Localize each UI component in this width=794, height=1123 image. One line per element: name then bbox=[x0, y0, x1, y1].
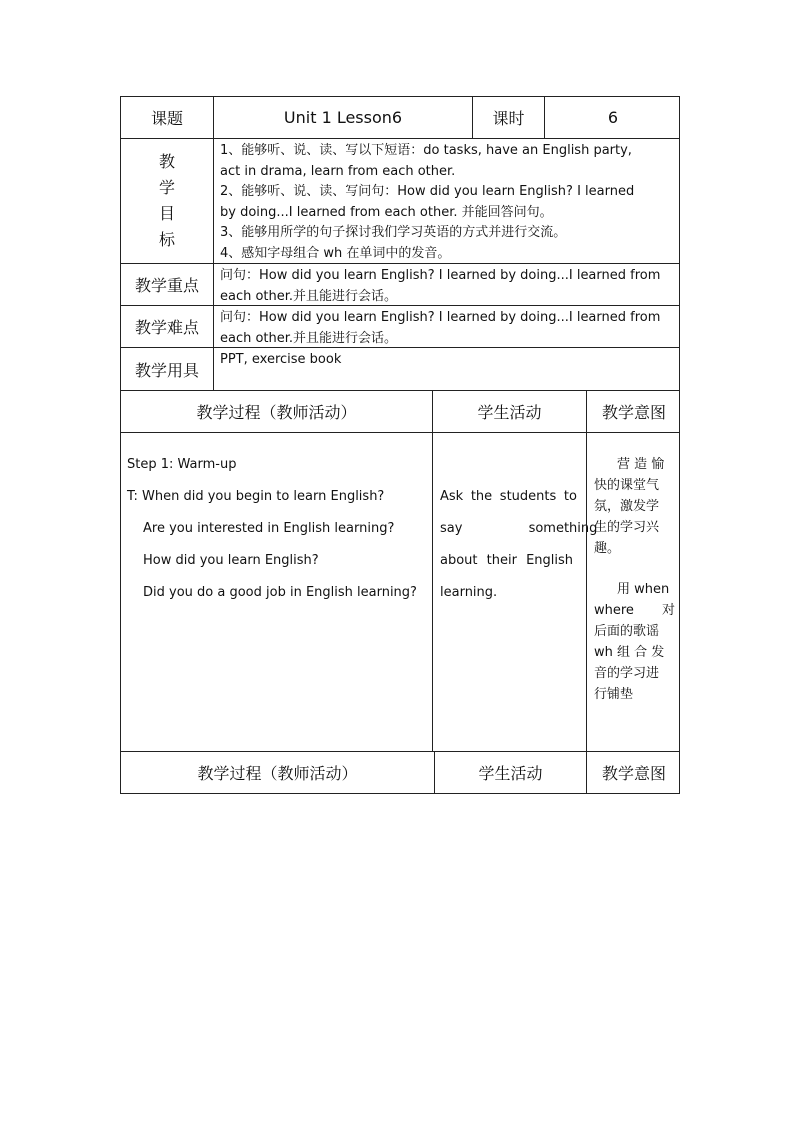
intent-line: wh 组 合 发 bbox=[594, 645, 665, 660]
difficulties-label: 教学难点 bbox=[134, 318, 199, 337]
objective-line: act in drama, learn from each other. bbox=[220, 163, 456, 179]
materials-row bbox=[120, 347, 680, 391]
objectives-label-char: 标 bbox=[158, 230, 175, 249]
intent-line: where 对 bbox=[594, 603, 676, 618]
periods-value: 6 bbox=[544, 97, 681, 138]
process-header-row bbox=[120, 390, 680, 433]
process-footer-row bbox=[120, 751, 680, 794]
objectives-label bbox=[121, 139, 213, 263]
process-student-header: 学生活动 bbox=[432, 391, 586, 432]
objectives-label-char: 目 bbox=[158, 204, 175, 223]
step1-title: Step 1: Warm-up bbox=[127, 457, 237, 472]
intent-line: 营 造 愉 bbox=[617, 457, 665, 472]
difficulties-row bbox=[120, 305, 680, 348]
difficulties-line: 问句：How did you learn English? I learned by doing...I learned from bbox=[220, 310, 661, 325]
student-line: Ask the students to bbox=[440, 489, 577, 504]
difficulties-line: each other.并且能进行会话。 bbox=[220, 330, 398, 346]
student-line: say something bbox=[440, 521, 598, 536]
process-teacher-header: 教学过程（教师活动） bbox=[197, 764, 358, 783]
key-points-label: 教学重点 bbox=[134, 276, 199, 295]
step1-intent-cell bbox=[586, 433, 681, 751]
process-intent-header: 教学意图 bbox=[586, 391, 681, 432]
key-points-line: each other.并且能进行会话。 bbox=[220, 288, 398, 304]
intent-line: 趣。 bbox=[594, 541, 621, 556]
objectives-row bbox=[120, 138, 680, 264]
student-line: learning. bbox=[440, 585, 498, 600]
objective-line: 1、能够听、说、读、写以下短语：do tasks, have an English party, bbox=[220, 143, 632, 158]
objectives-content bbox=[213, 139, 681, 263]
materials-value: PPT, exercise book bbox=[220, 352, 342, 367]
intent-line: 快的课堂气 bbox=[594, 478, 660, 493]
topic-value: Unit 1 Lesson6 bbox=[213, 97, 472, 138]
difficulties-content bbox=[213, 306, 681, 347]
step1-teacher-cell bbox=[121, 433, 432, 751]
objective-line: 2、能够听、说、读、写问句：How did you learn English? I learned bbox=[220, 184, 635, 199]
key-points-content bbox=[213, 264, 681, 305]
intent-line: 行铺垫 bbox=[594, 687, 634, 702]
periods-label: 课时 bbox=[472, 97, 544, 138]
key-points-line: 问句：How did you learn English? I learned by doing...I learned from bbox=[220, 268, 661, 283]
key-points-row bbox=[120, 263, 680, 306]
materials-content bbox=[213, 348, 681, 390]
teacher-line: T: When did you begin to learn English? bbox=[127, 489, 385, 504]
topic-label: 课题 bbox=[150, 109, 183, 128]
intent-line: 后面的歌谣 bbox=[594, 624, 660, 639]
intent-line: 音的学习进 bbox=[594, 666, 660, 681]
process-student-header: 学生活动 bbox=[434, 752, 586, 793]
student-line: about their English bbox=[440, 553, 574, 568]
objective-line: by doing...I learned from each other. 并能回答问句。 bbox=[220, 204, 553, 220]
materials-label: 教学用具 bbox=[134, 360, 199, 380]
teacher-line: Did you do a good job in English learning? bbox=[143, 585, 417, 600]
objective-line: 4、感知字母组合 wh 在单词中的发音。 bbox=[220, 245, 451, 261]
teacher-line: Are you interested in English learning? bbox=[143, 521, 395, 536]
objectives-label-char: 教 bbox=[158, 152, 175, 171]
header-row bbox=[120, 96, 680, 139]
step1-student-cell bbox=[432, 433, 598, 751]
intent-line: 生的学习兴 bbox=[594, 520, 660, 535]
objectives-label-char: 学 bbox=[158, 178, 175, 197]
step1-row bbox=[120, 432, 680, 752]
process-intent-header: 教学意图 bbox=[586, 752, 681, 793]
process-teacher-header: 教学过程（教师活动） bbox=[196, 403, 357, 422]
objective-line: 3、能够用所学的句子探讨我们学习英语的方式并进行交流。 bbox=[220, 225, 567, 240]
intent-line: 用 when bbox=[617, 582, 670, 597]
intent-line: 氛，激发学 bbox=[594, 499, 660, 514]
teacher-line: How did you learn English? bbox=[143, 553, 319, 568]
